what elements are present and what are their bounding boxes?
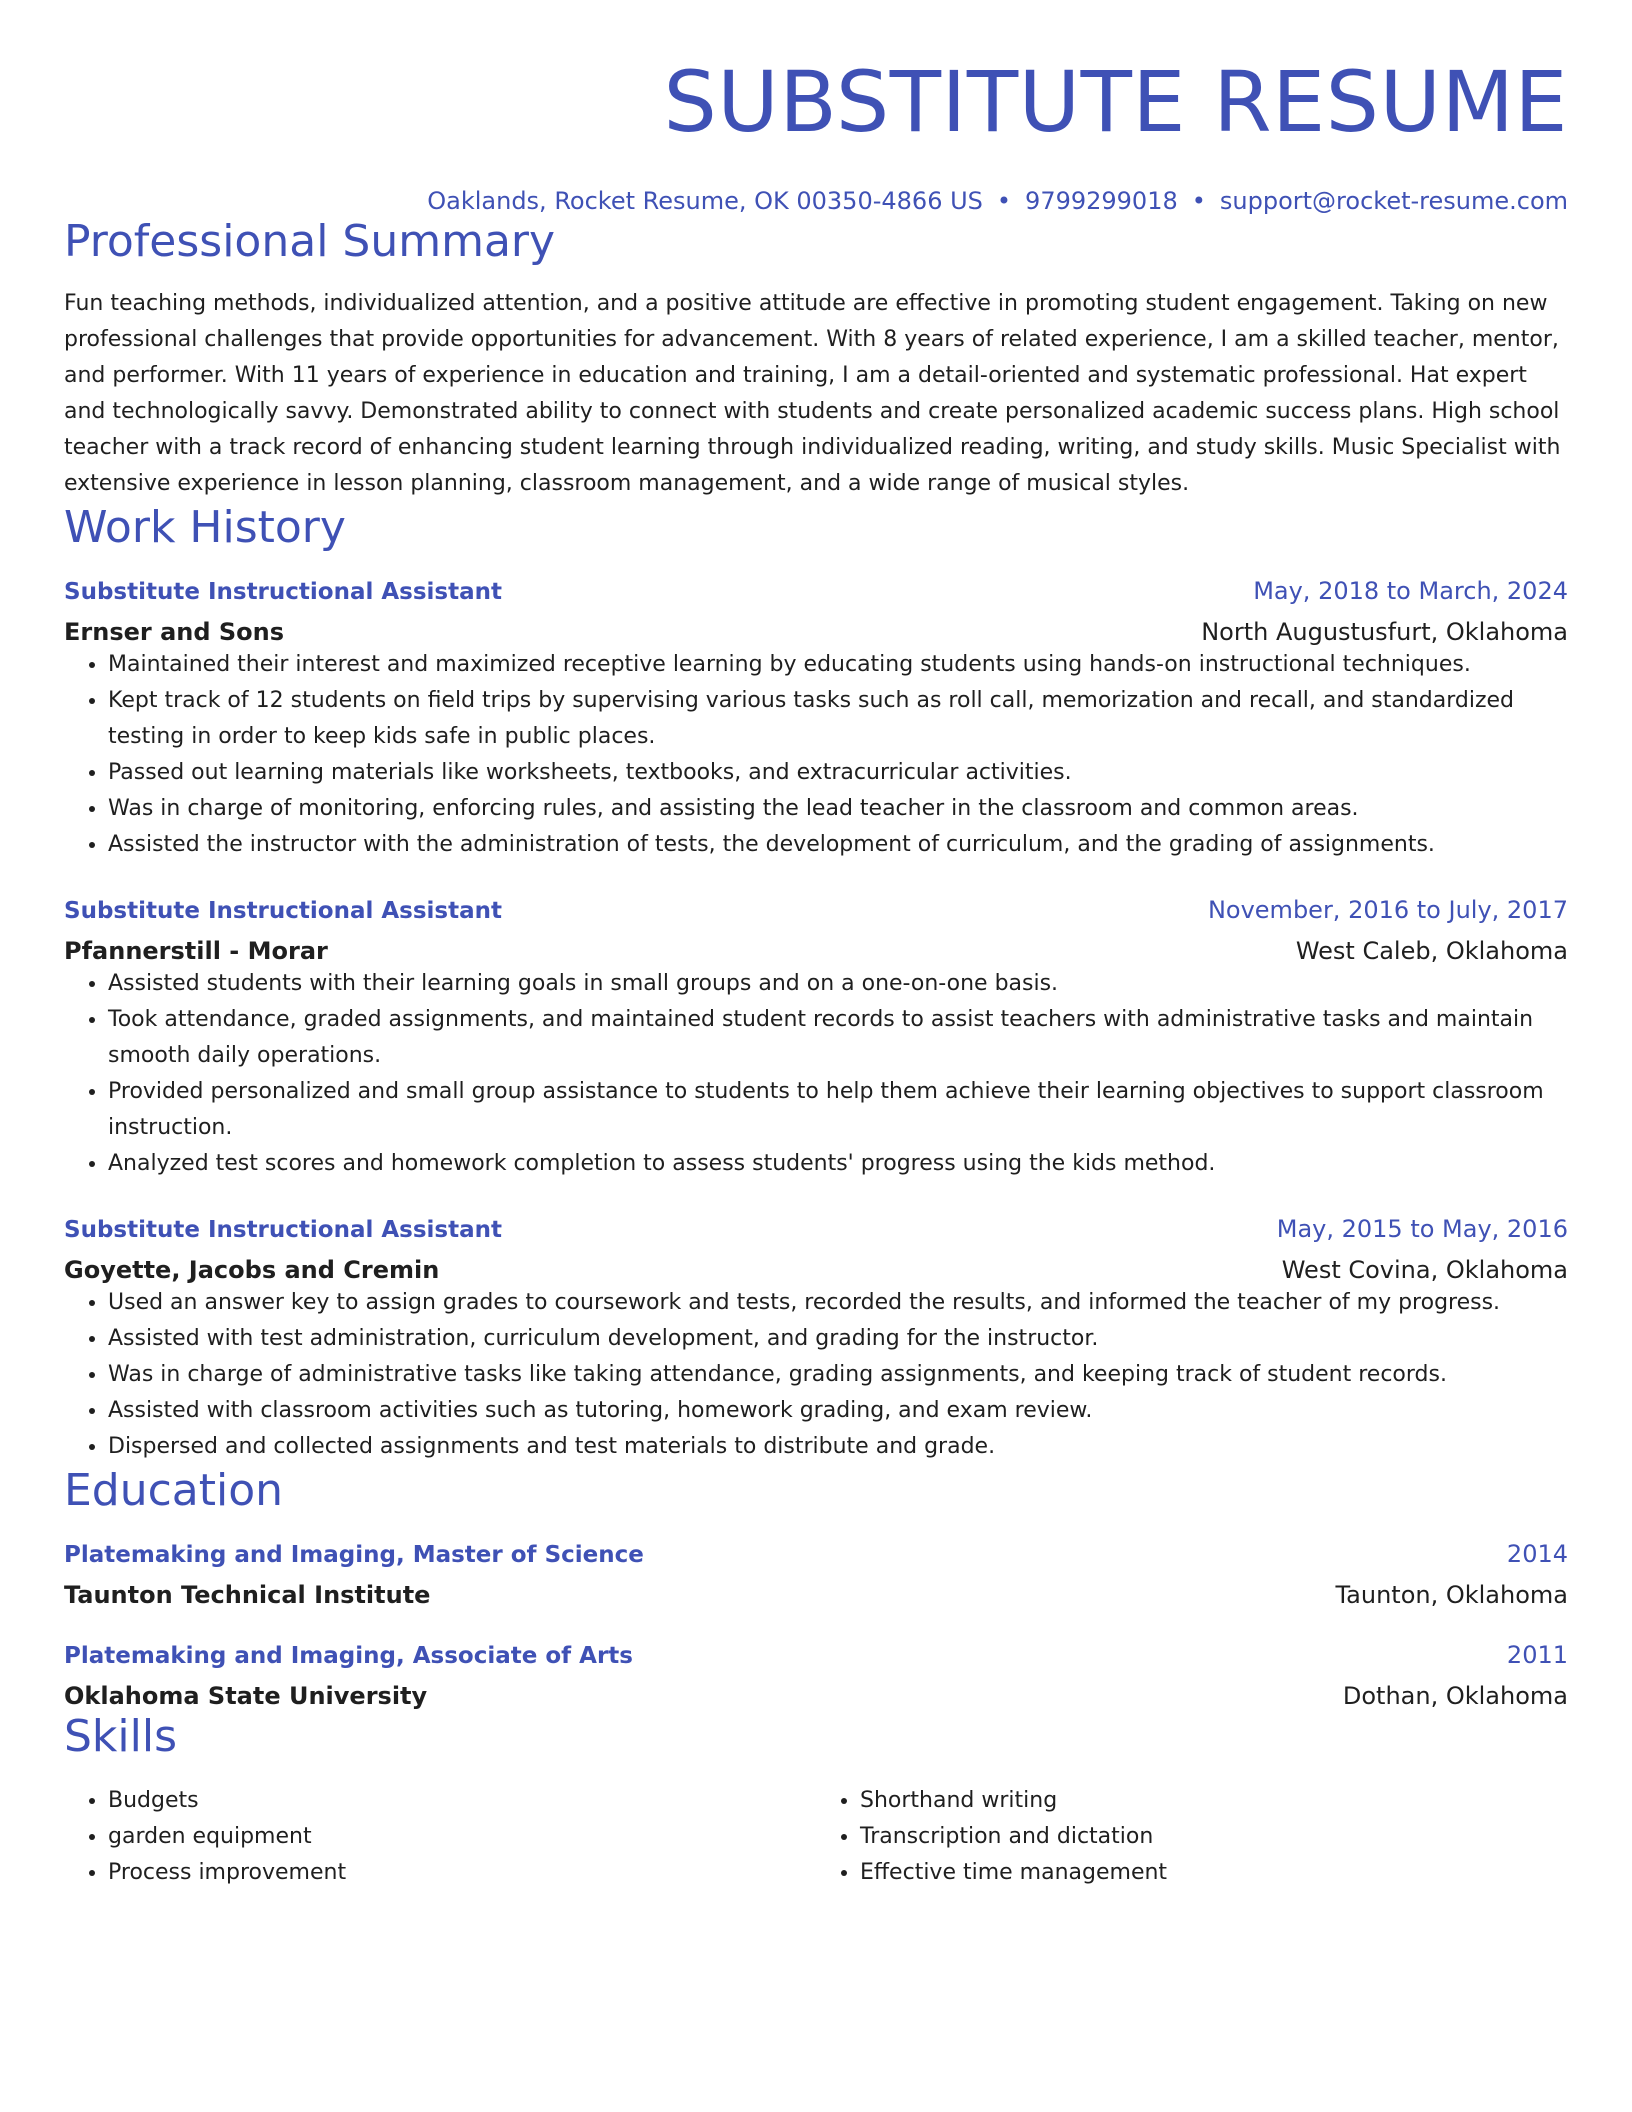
job-dates: May, 2015 to May, 2016: [1276, 1215, 1568, 1243]
school-row: [64, 1580, 1568, 1610]
job-entry: [64, 895, 1568, 1182]
degree-title: Platemaking and Imaging, Associate of Arts: [64, 1643, 633, 1669]
contact-email: support@rocket-resume.com: [1219, 187, 1568, 215]
job-title-row: [64, 576, 1568, 607]
skill-item: • Budgets: [108, 1783, 816, 1819]
skills-heading: Skills: [64, 1711, 178, 1762]
job-bullet: • Took attendance, graded assignments, and maintained student records to assist teachers with administrative tasks and maintain smooth daily operations.: [108, 1002, 1568, 1074]
job-company: Ernser and Sons: [64, 618, 285, 646]
contact-separator: •: [996, 187, 1012, 215]
job-bullet: • Assisted the instructor with the administration of tests, the development of curriculum, and the grading of assignments.: [108, 827, 1568, 863]
skill-item: • Process improvement: [108, 1855, 816, 1891]
job-bullet: • Assisted with test administration, curriculum development, and grading for the instructor.: [108, 1321, 1568, 1357]
job-company-row: [64, 1255, 1568, 1285]
skills-column-left: [64, 1783, 816, 1891]
summary-text: Fun teaching methods, individualized attention, and a positive attitude are effective in promoting student engagement. Taking on new professional challenges that provide opportunities for advancement. With 8 years of related experience, I am a skilled teacher, mentor, and performer. With 11 years of experience in education and training, I am a detail-oriented and systematic professional. Hat expert and technologically savvy. Demonstrated ability to connect with students and create personalized academic success plans. High school teacher with a track record of enhancing student learning through individualized reading, writing, and study skills. Music Specialist with extensive experience in lesson planning, classroom management, and a wide range of musical styles.: [64, 291, 1561, 496]
contact-address: Oaklands, Rocket Resume, OK 00350-4866 US: [427, 187, 983, 215]
education-entry: [64, 1539, 1568, 1610]
job-bullet: • Was in charge of monitoring, enforcing rules, and assisting the lead teacher in the classroom and common areas.: [108, 791, 1568, 827]
school-location: Taunton, Oklahoma: [1335, 1581, 1568, 1609]
job-company-row: [64, 617, 1568, 647]
job-title: Substitute Instructional Assistant: [64, 898, 503, 924]
job-bullet: • Analyzed test scores and homework completion to assess students' progress using the kids method.: [108, 1146, 1568, 1182]
school-location: Dothan, Oklahoma: [1342, 1682, 1568, 1710]
job-bullet: • Dispersed and collected assignments and test materials to distribute and grade.: [108, 1429, 1568, 1465]
job-title-row: [64, 895, 1568, 926]
job-bullet: • Assisted with classroom activities such as tutoring, homework grading, and exam review.: [108, 1393, 1568, 1429]
job-company: Goyette, Jacobs and Cremin: [64, 1256, 440, 1284]
school-name: Taunton Technical Institute: [64, 1581, 431, 1609]
work-history-heading: Work History: [64, 502, 346, 553]
education-entry: [64, 1640, 1568, 1711]
degree-year: 2011: [1506, 1641, 1568, 1669]
job-dates: November, 2016 to July, 2017: [1207, 896, 1568, 924]
job-dates: May, 2018 to March, 2024: [1253, 577, 1568, 605]
resume-header: [64, 0, 1568, 216]
job-company-row: [64, 936, 1568, 966]
contact-separator: •: [1191, 187, 1206, 215]
job-bullets: [64, 647, 1568, 863]
job-entry: [64, 1214, 1568, 1465]
skill-item: • Effective time management: [860, 1855, 1568, 1891]
summary-heading: Professional Summary: [64, 216, 556, 267]
job-bullet: • Assisted students with their learning goals in small groups and on a one-on-one basis.: [108, 966, 1568, 1002]
job-bullet: • Was in charge of administrative tasks like taking attendance, grading assignments, and keeping track of student records.: [108, 1357, 1568, 1393]
skill-item: • Transcription and dictation: [860, 1819, 1568, 1855]
education-heading: Education: [64, 1465, 284, 1516]
resume-title: SUBSTITUTE RESUME: [663, 53, 1568, 151]
job-location: West Caleb, Oklahoma: [1295, 937, 1568, 965]
school-name: Oklahoma State University: [64, 1682, 428, 1710]
job-location: West Covina, Oklahoma: [1281, 1256, 1568, 1284]
job-bullets: [64, 1285, 1568, 1465]
job-title: Substitute Instructional Assistant: [64, 1217, 503, 1243]
degree-row: [64, 1640, 1568, 1671]
job-company: Pfannerstill - Morar: [64, 937, 328, 965]
job-bullet: • Maintained their interest and maximized receptive learning by educating students using hands-on instructional techniques.: [108, 647, 1568, 683]
job-bullet: • Used an answer key to assign grades to coursework and tests, recorded the results, and informed the teacher of my progress.: [108, 1285, 1568, 1321]
job-title-row: [64, 1214, 1568, 1245]
contact-line: [64, 186, 1568, 216]
degree-title: Platemaking and Imaging, Master of Science: [64, 1542, 644, 1568]
skill-item: • Shorthand writing: [860, 1783, 1568, 1819]
school-row: [64, 1681, 1568, 1711]
job-bullets: [64, 966, 1568, 1182]
job-title: Substitute Instructional Assistant: [64, 579, 503, 605]
job-bullet: • Kept track of 12 students on field trips by supervising various tasks such as roll call, memorization and recall, and standardized testing in order to keep kids safe in public places.: [108, 683, 1568, 755]
contact-phone: 9799299018: [1025, 187, 1178, 215]
job-location: North Augustusfurt, Oklahoma: [1201, 618, 1568, 646]
skills-list: [64, 1783, 1568, 1891]
job-bullet: • Provided personalized and small group assistance to students to help them achieve their learning objectives to support classroom instruction.: [108, 1074, 1568, 1146]
degree-year: 2014: [1506, 1540, 1568, 1568]
skills-column-right: [816, 1783, 1568, 1891]
degree-row: [64, 1539, 1568, 1570]
job-entry: [64, 576, 1568, 863]
skill-item: • garden equipment: [108, 1819, 816, 1855]
job-bullet: • Passed out learning materials like worksheets, textbooks, and extracurricular activities.: [108, 755, 1568, 791]
